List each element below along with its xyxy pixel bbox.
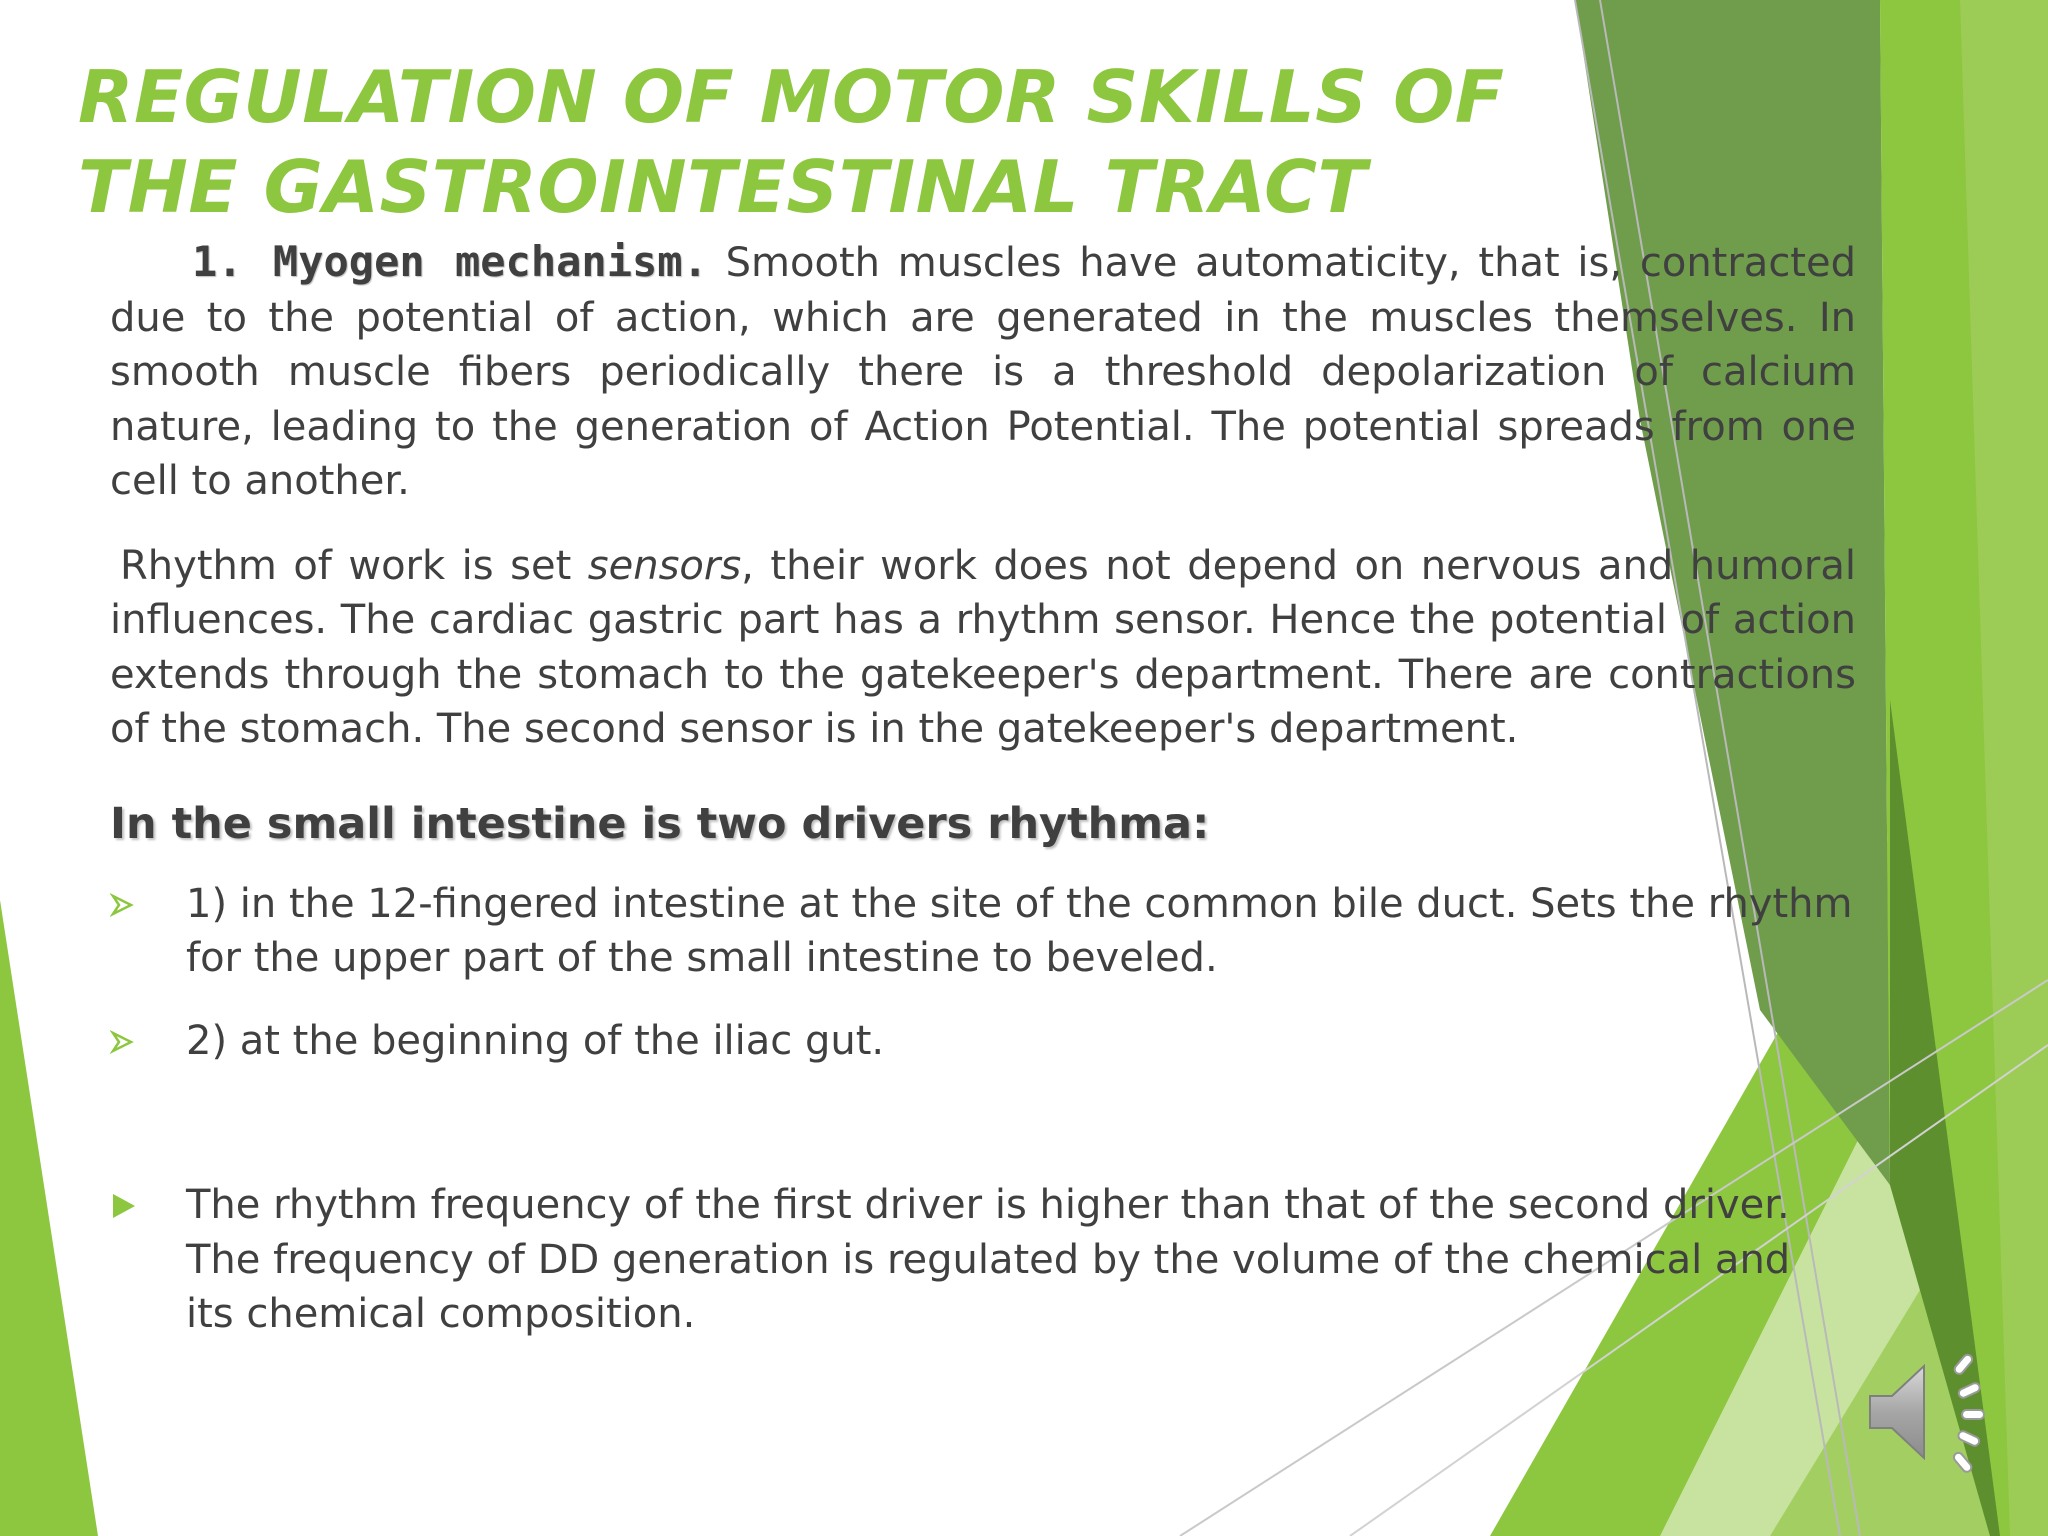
paragraph-text-before: Rhythm of work is set [120, 542, 588, 589]
subheading: In the small intestine is two drivers rhythma: [110, 798, 1210, 849]
list-item [110, 877, 1856, 986]
paragraph-italic-term: sensors [587, 542, 742, 589]
paragraph-rhythm [110, 539, 1856, 757]
list-item-text: 1) in the 12-fingered intestine at the site of the common bile duct. Sets the rhythm for the upper part of the small intestine to beveled. [186, 880, 1853, 981]
bullet-list [110, 877, 1856, 1342]
list-item [110, 1014, 1856, 1069]
paragraph-text-after: , their work does not depend on nervous and humoral influences. The cardiac gastric part has a rhythm sensor. Hence the potential of action extends through the stomach to the gatekeeper's department. There are contractions of the stomach. The second sensor is in the gatekeeper's department. [110, 542, 1856, 752]
list-item [110, 1178, 1836, 1342]
paragraph-myogen [110, 235, 1856, 509]
list-item-text: 2) at the beginning of the iliac gut. [186, 1017, 885, 1064]
speaker-icon[interactable] [1862, 1348, 1994, 1476]
list-item-text: The rhythm frequency of the first driver is higher than that of the second driver. The frequency of DD generation is regulated by the volume of the chemical and its chemical composition. [186, 1182, 1791, 1337]
arrowhead-bullet-icon [110, 877, 138, 931]
slide-body [110, 235, 1856, 1342]
paragraph-text: Smooth muscles have automaticity, that is, contracted due to the potential of action, which are generated in the muscles themselves. In smooth muscle fibers periodically there is a threshold depolarization of calcium nature, leading to the generation of Action Potential. The potential spreads from one cell to another. [110, 240, 1856, 504]
arrowhead-bullet-icon [110, 1014, 138, 1068]
paragraph-lead: 1. Myogen mechanism. [192, 237, 708, 286]
slide-title: REGULATION OF MOTOR SKILLS OF THE GASTROINTESTINAL TRACT [78, 55, 1505, 229]
triangle-bullet-icon [110, 1178, 138, 1232]
left-accent-shape [0, 900, 98, 1536]
